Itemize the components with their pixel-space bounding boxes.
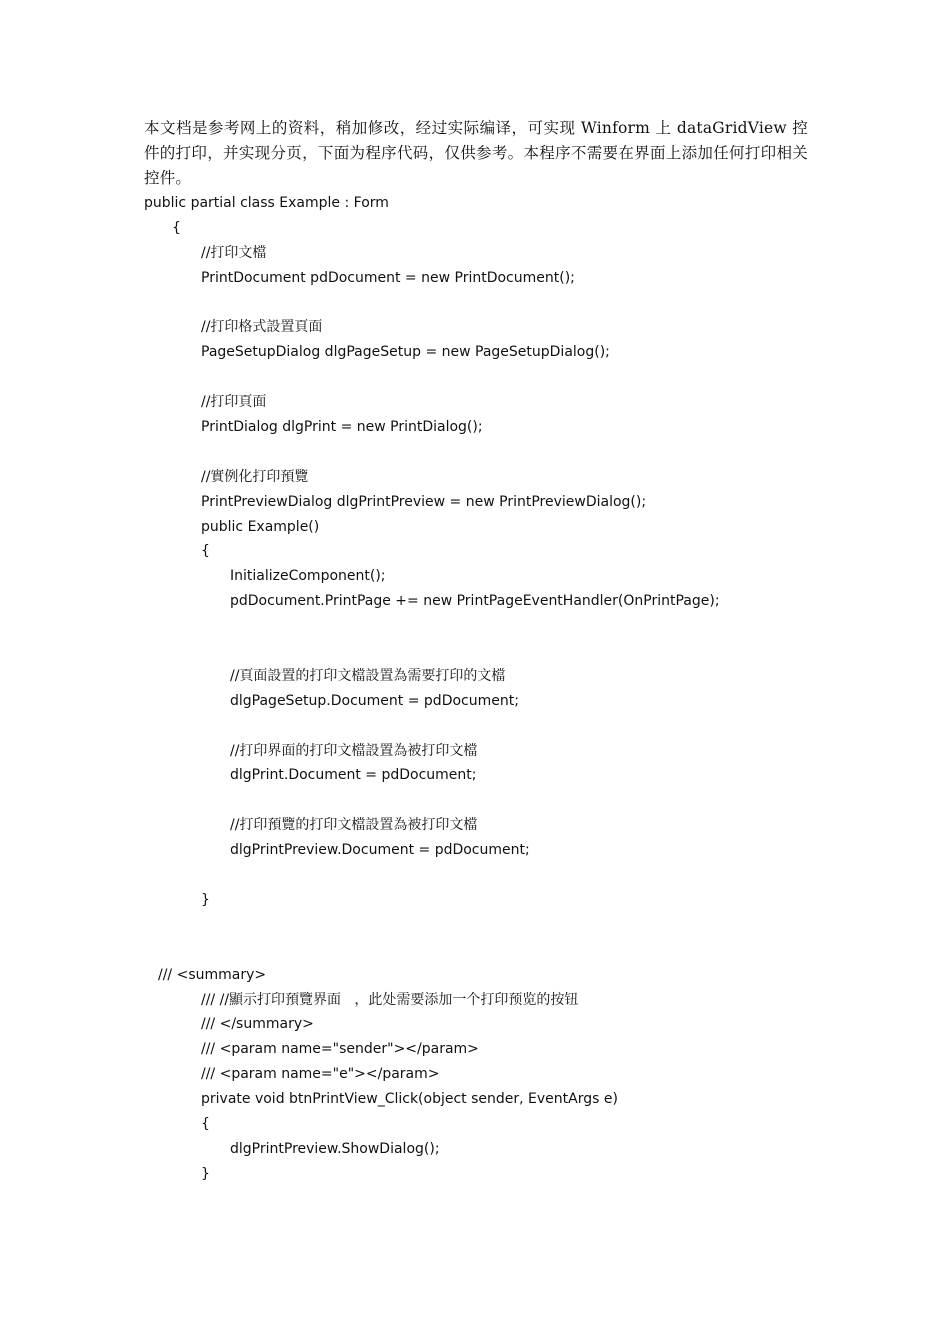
code-line: PrintPreviewDialog dlgPrintPreview = new PrintPreviewDialog();	[201, 493, 647, 510]
code-line	[0, 365, 950, 390]
code-line: //打印文檔	[201, 244, 267, 261]
code-line: pdDocument.PrintPage += new PrintPageEventHandler(OnPrintPage);	[230, 593, 720, 610]
code-line: private void btnPrintView_Click(object sender, EventArgs e)	[201, 1091, 618, 1108]
code-line: //打印界面的打印文檔設置為被打印文檔	[230, 742, 478, 759]
code-line: /// </summary>	[201, 1016, 314, 1033]
code-line: /// <summary>	[158, 966, 267, 983]
code-line: //打印頁面	[201, 394, 267, 411]
code-line: dlgPrintPreview.Document = pdDocument;	[230, 842, 530, 859]
code-line: //打印格式設置頁面	[201, 319, 323, 336]
code-line: /// <param name="sender"></param>	[201, 1041, 479, 1058]
code-line: public partial class Example : Form	[144, 195, 389, 211]
code-line	[0, 938, 950, 963]
code-line	[0, 913, 950, 938]
code-line: //實例化打印預覽	[201, 468, 309, 485]
code-line	[0, 714, 950, 739]
code-line: InitializeComponent();	[230, 568, 386, 585]
code-block	[0, 191, 950, 1187]
code-line: PrintDialog dlgPrint = new PrintDialog();	[201, 419, 483, 436]
code-line: PrintDocument pdDocument = new PrintDocument();	[201, 269, 575, 286]
code-line: {	[172, 219, 181, 236]
code-line: /// //顯示打印預覽界面 ，此处需要添加一个打印预览的按钮	[201, 991, 579, 1008]
code-line	[0, 440, 950, 465]
code-line: dlgPageSetup.Document = pdDocument;	[230, 692, 519, 709]
code-line: //打印預覽的打印文檔設置為被打印文檔	[230, 817, 478, 834]
code-line: dlgPrintPreview.ShowDialog();	[230, 1140, 440, 1157]
code-line: PageSetupDialog dlgPageSetup = new PageSetupDialog();	[201, 344, 610, 361]
code-line: /// <param name="e"></param>	[201, 1066, 440, 1083]
code-line	[0, 291, 950, 316]
code-line	[0, 788, 950, 813]
code-line: }	[201, 1165, 210, 1182]
code-line: {	[201, 1115, 210, 1132]
intro-paragraph: 本文档是参考网上的资料，稍加修改，经过实际编译，可实现 Winform 上 dataGridView 控件的打印，并实现分页，下面为程序代码，仅供参考。本程序不需要在界面上添加任何打印相关控件。	[144, 119, 808, 187]
code-line	[0, 614, 950, 639]
code-line: public Example()	[201, 518, 320, 535]
code-line	[0, 863, 950, 888]
code-line: {	[201, 543, 210, 560]
code-line: }	[201, 891, 210, 908]
code-line	[0, 639, 950, 664]
code-line: dlgPrint.Document = pdDocument;	[230, 767, 477, 784]
code-line: //頁面設置的打印文檔設置為需要打印的文檔	[230, 667, 506, 684]
